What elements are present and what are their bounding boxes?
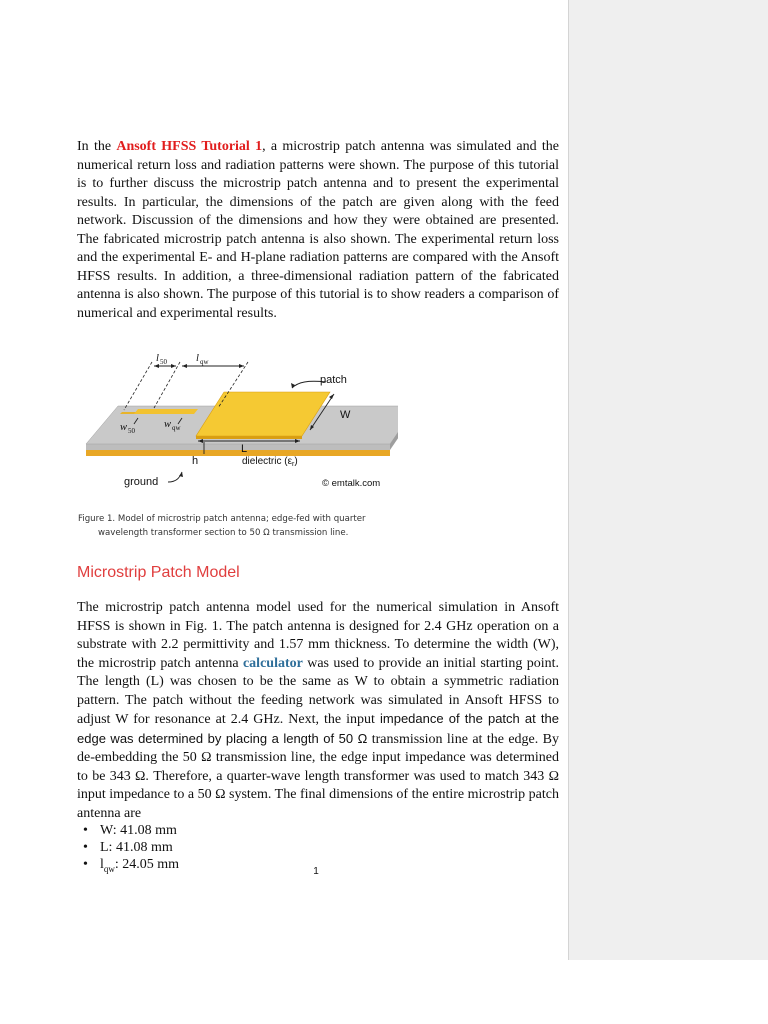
label-lqw-sub: qw (200, 358, 209, 366)
calculator-link[interactable]: calculator (242, 655, 303, 671)
list-item: • W: 41.08 mm (80, 822, 179, 839)
list-item: • $l_{qw}$: 24.05 mm (80, 856, 179, 878)
section-heading: Microstrip Patch Model (77, 564, 240, 581)
patch-front (196, 436, 302, 439)
label-dielectric: dielectric $(\varepsilon_r)$ (242, 456, 298, 468)
label-w50: w (120, 422, 128, 433)
comment-pane (568, 0, 768, 960)
page-number: 1 (313, 866, 319, 877)
dimension-list (80, 822, 179, 878)
intro-paragraph: In the Ansoft HFSS Tutorial 1, a microstrip patch antenna was simulated and the numerical return loss and radiation patterns were shown. The purpose of this tutorial is to further discuss the microstrip patch antenna and to present the experimental results. In particular, the dimensions of the patch are given along with the feed network. Discussion of the dimensions and how they were obtained are presented. The fabricated microstrip patch antenna is also shown. The experimental return loss and the experimental E- and H-plane radiation patterns are compared with the Ansoft HFSS results. In addition, a three-dimensional radiation pattern of the fabricated antenna is also shown. The purpose of this tutorial is to show readers a comparison of numerical and experimental results. (77, 139, 559, 321)
label-W: W (340, 409, 351, 421)
ansoft-tutorial-link[interactable]: Ansoft HFSS Tutorial 1 (116, 139, 263, 154)
label-l50-sub: 50 (160, 358, 167, 366)
label-l50: l (156, 353, 159, 364)
label-L: L (241, 443, 248, 455)
list-item: • L: 41.08 mm (80, 839, 179, 856)
substrate-front (86, 444, 390, 450)
feed-line-qw (134, 409, 198, 414)
label-wqw-sub: qw (172, 424, 181, 432)
patch-antenna-figure (78, 352, 398, 500)
label-credit: © emtalk.com (322, 478, 381, 489)
label-h: h (192, 455, 199, 467)
page-margin-strip (568, 960, 768, 1024)
label-w50-sub: 50 (128, 427, 135, 435)
label-patch: patch (320, 374, 347, 386)
figure-caption: Figure 1. Model of microstrip patch antenna; edge-fed with quarter wavelength transformer section to 50 Ω transmission line. (78, 514, 366, 538)
label-wqw: w (164, 419, 172, 430)
label-ground: ground (124, 476, 159, 488)
label-lqw: l (196, 353, 199, 364)
model-paragraph: The microstrip patch antenna model used for the numerical simulation in Ansoft HFSS is shown in Fig. 1. The patch antenna is designed for 2.4 GHz operation on a substrate with 2.2 permittivity and 1.57 mm thickness. To determine the width (W), the microstrip patch antenna calculator was used to provide an initial starting point. The length (L) was chosen to be the same as W to obtain a symmetric radiation pattern. The patch without the feeding network was simulated in Ansoft HFSS to adjust W for resonance at 2.4 GHz. Next, the input impedance of the patch at the edge was determined by placing a length of 50 Ω transmission line at the edge. By de-embedding the 50 Ω transmission line, the edge input impedance was determined to be 343 Ω. Therefore, a quarter-wave length transformer was used to match 343 Ω input impedance to a 50 Ω system. The final dimensions of the entire microstrip patch antenna are (77, 600, 559, 821)
